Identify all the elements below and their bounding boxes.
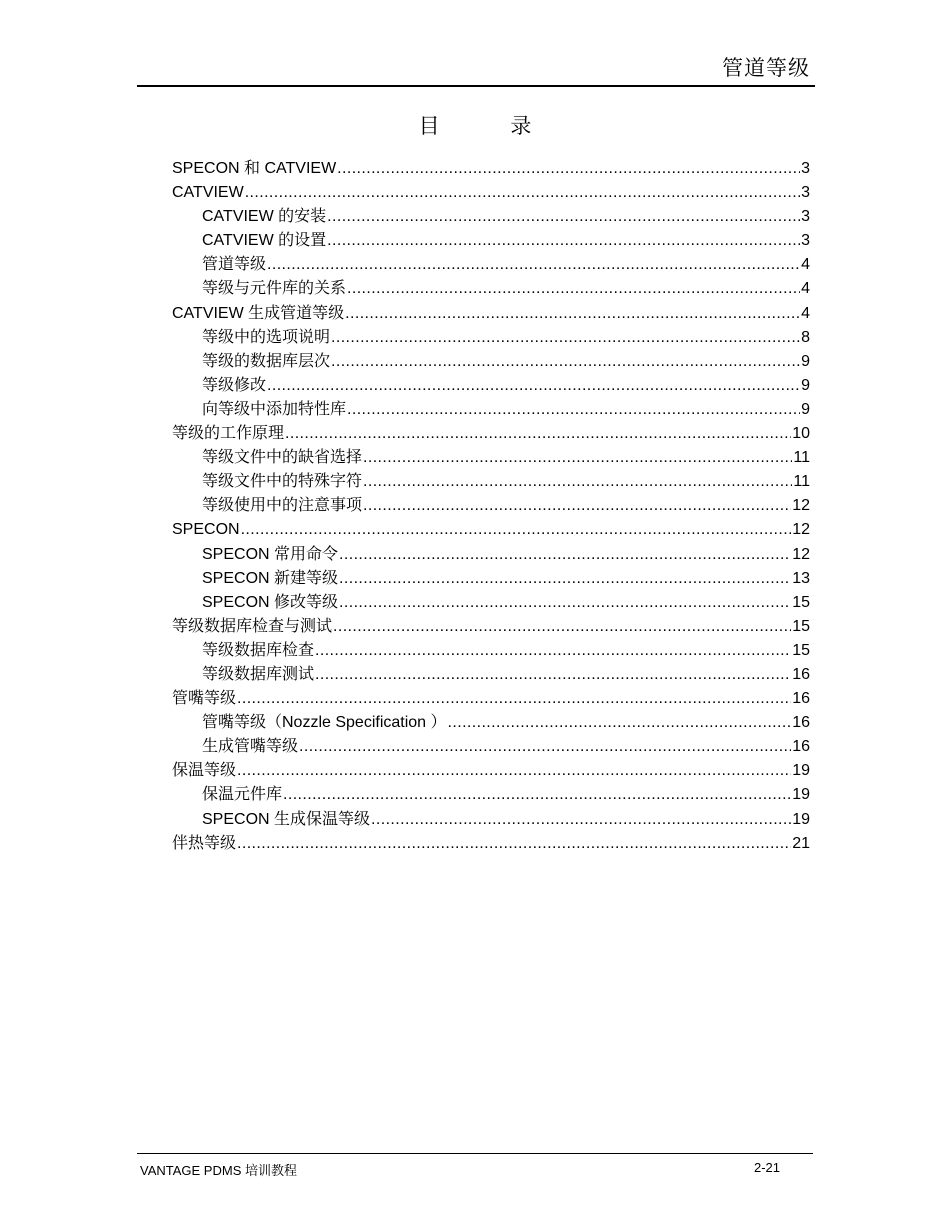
header-title: 管道等级 — [722, 56, 810, 80]
toc-entry-page: 3 — [801, 160, 810, 177]
toc-entry-label: 等级数据库检查与测试 — [172, 617, 333, 635]
toc-entry[interactable] — [172, 302, 810, 326]
toc-dot-leader — [363, 446, 792, 470]
toc-dot-leader — [448, 711, 792, 735]
toc-entry-label: 向等级中添加特性库 — [202, 400, 347, 418]
toc-entry-label: 伴热等级 — [172, 834, 237, 852]
toc-entry-label: 等级中的选项说明 — [202, 328, 331, 346]
toc-entry-label: 等级的数据库层次 — [202, 352, 331, 370]
toc-dot-leader — [237, 759, 791, 783]
toc-entry-label: CATVIEW — [172, 184, 244, 202]
toc-dot-leader — [347, 398, 800, 422]
toc-dot-leader — [339, 543, 791, 567]
toc-entry-page: 10 — [792, 425, 810, 443]
toc-entry-label: SPECON 和 CATVIEW — [172, 160, 337, 177]
toc-entry-label: 等级与元件库的关系 — [202, 280, 347, 298]
toc-dot-leader — [331, 326, 800, 350]
toc-entry-label: 等级文件中的特殊字符 — [202, 473, 363, 491]
toc-entry-label: SPECON 修改等级 — [202, 593, 339, 611]
toc-dot-leader — [237, 687, 791, 711]
toc-entry[interactable] — [172, 374, 810, 398]
toc-entry-label: 等级数据库检查 — [202, 641, 315, 659]
toc-entry-page: 12 — [792, 545, 810, 563]
toc-dot-leader — [267, 374, 800, 398]
toc-entry-label: 管嘴等级（Nozzle Specification ） — [202, 714, 447, 732]
toc-entry-page: 15 — [792, 617, 810, 635]
toc-entry-label: 等级修改 — [202, 376, 267, 394]
toc-entry-page: 19 — [792, 762, 810, 780]
toc-dot-leader — [331, 350, 800, 374]
toc-entry-label: 保温等级 — [172, 762, 237, 780]
toc-dot-leader — [267, 253, 800, 277]
toc-entry-label: SPECON 生成保温等级 — [202, 810, 371, 828]
toc-entry[interactable] — [172, 735, 810, 759]
toc-dot-leader — [347, 277, 800, 301]
toc-entry-label: 等级使用中的注意事项 — [202, 497, 363, 515]
toc-entry-label: 管嘴等级 — [172, 690, 237, 708]
toc-entry-page: 15 — [792, 593, 810, 611]
toc-dot-leader — [245, 181, 800, 205]
toc-entry[interactable] — [172, 350, 810, 374]
toc-entry[interactable] — [172, 783, 810, 807]
header-rule — [137, 85, 815, 87]
toc-entry-label: 生成管嘴等级 — [202, 738, 299, 756]
table-of-contents — [172, 157, 810, 856]
toc-dot-leader — [363, 470, 792, 494]
toc-dot-leader — [237, 832, 791, 856]
toc-entry[interactable] — [172, 422, 810, 446]
toc-entry[interactable] — [172, 687, 810, 711]
toc-entry-page: 4 — [801, 256, 810, 274]
toc-entry-label: SPECON 常用命令 — [202, 545, 339, 563]
toc-dot-leader — [299, 735, 791, 759]
toc-entry[interactable] — [172, 326, 810, 350]
toc-entry-page: 16 — [792, 738, 810, 756]
toc-entry-page: 3 — [801, 232, 810, 250]
toc-entry-page: 3 — [801, 184, 810, 202]
toc-entry[interactable] — [172, 494, 810, 518]
toc-entry-label: 等级文件中的缺省选择 — [202, 449, 363, 467]
toc-entry[interactable] — [172, 759, 810, 783]
toc-entry[interactable] — [172, 543, 810, 567]
toc-entry[interactable] — [172, 663, 810, 687]
toc-entry[interactable] — [172, 253, 810, 277]
toc-entry-label: CATVIEW 的安装 — [202, 208, 327, 226]
toc-entry-label: 管道等级 — [202, 256, 267, 274]
toc-entry-page: 12 — [792, 521, 810, 539]
toc-entry[interactable] — [172, 398, 810, 422]
toc-entry-page: 9 — [801, 376, 810, 394]
toc-dot-leader — [371, 808, 791, 832]
toc-entry-page: 4 — [801, 304, 810, 322]
toc-dot-leader — [283, 783, 791, 807]
toc-entry[interactable] — [172, 808, 810, 832]
toc-entry-page: 19 — [792, 786, 810, 804]
footer-page-number: 2-21 — [753, 1160, 780, 1175]
toc-dot-leader — [339, 591, 791, 615]
toc-entry-page: 11 — [793, 449, 810, 467]
toc-entry-label: 等级数据库测试 — [202, 665, 315, 683]
footer-doc-title: VANTAGE PDMS 培训教程 — [140, 1163, 297, 1178]
toc-entry-page: 16 — [792, 714, 810, 732]
toc-entry-page: 3 — [801, 208, 810, 226]
toc-entry-page: 11 — [793, 473, 810, 491]
toc-entry-label: 保温元件库 — [202, 786, 283, 804]
toc-entry-label: SPECON — [172, 521, 240, 539]
toc-heading: 目 录 — [418, 114, 564, 138]
toc-entry-page: 9 — [801, 352, 810, 370]
toc-entry-page: 13 — [792, 569, 810, 587]
toc-entry-page: 19 — [792, 810, 810, 828]
toc-entry[interactable] — [172, 518, 810, 542]
toc-entry[interactable] — [172, 591, 810, 615]
toc-entry-page: 16 — [792, 665, 810, 683]
toc-dot-leader — [327, 205, 800, 229]
toc-entry-label: CATVIEW 的设置 — [202, 232, 327, 250]
toc-entry-page: 4 — [801, 280, 810, 298]
toc-entry-page: 15 — [792, 641, 810, 659]
toc-entry[interactable] — [172, 832, 810, 856]
toc-entry-label: SPECON 新建等级 — [202, 569, 339, 587]
toc-entry-label: CATVIEW 生成管道等级 — [172, 304, 345, 322]
toc-dot-leader — [333, 615, 791, 639]
toc-dot-leader — [315, 639, 791, 663]
toc-entry[interactable] — [172, 567, 810, 591]
toc-dot-leader — [315, 663, 791, 687]
toc-entry-page: 16 — [792, 690, 810, 708]
toc-dot-leader — [285, 422, 791, 446]
toc-entry[interactable] — [172, 229, 810, 253]
toc-entry[interactable] — [172, 470, 810, 494]
toc-dot-leader — [345, 302, 800, 326]
toc-entry[interactable] — [172, 157, 810, 181]
toc-entry-page: 12 — [792, 497, 810, 515]
toc-entry[interactable] — [172, 639, 810, 663]
toc-entry-label: 等级的工作原理 — [172, 425, 285, 443]
toc-dot-leader — [339, 567, 791, 591]
footer-rule — [137, 1153, 813, 1154]
toc-entry-page: 8 — [801, 328, 810, 346]
toc-entry[interactable] — [172, 205, 810, 229]
toc-entry-page: 9 — [801, 400, 810, 418]
toc-entry[interactable] — [172, 615, 810, 639]
toc-entry[interactable] — [172, 446, 810, 470]
toc-entry[interactable] — [172, 181, 810, 205]
toc-dot-leader — [327, 229, 800, 253]
toc-entry[interactable] — [172, 277, 810, 301]
toc-dot-leader — [337, 157, 800, 181]
toc-entry[interactable] — [172, 711, 810, 735]
toc-entry-page: 21 — [792, 834, 810, 852]
toc-dot-leader — [241, 518, 792, 542]
toc-dot-leader — [363, 494, 791, 518]
